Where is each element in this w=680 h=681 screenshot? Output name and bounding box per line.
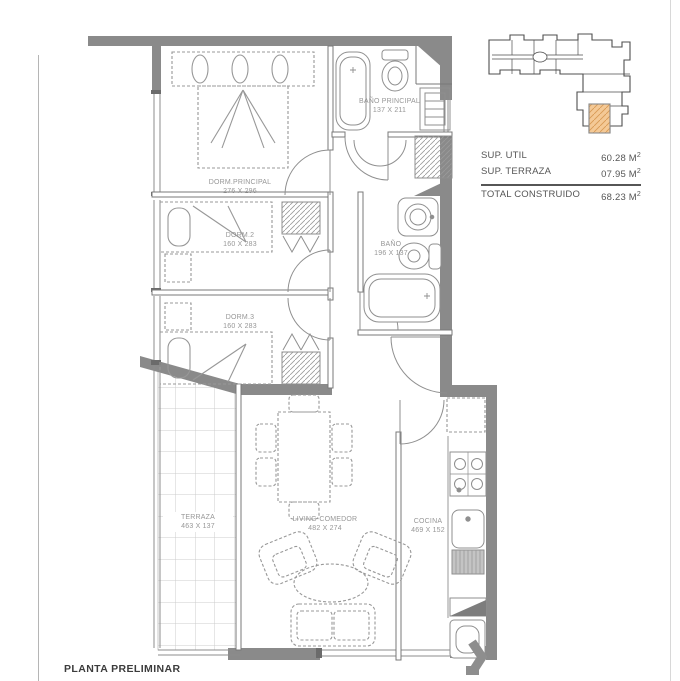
- toilet-principal: [382, 50, 408, 91]
- room-name: DORM.2: [225, 232, 255, 239]
- area-label: TOTAL CONSTRUIDO: [481, 189, 581, 201]
- room-name: DORM.PRINCIPAL: [208, 179, 272, 186]
- keyplan: [489, 34, 630, 133]
- room-label-bano-principal: [337, 97, 442, 115]
- room-name: LIVING-COMEDOR: [292, 516, 358, 523]
- bathtub-bano: [364, 274, 440, 322]
- room-label-dorm2: [190, 231, 290, 249]
- room-dims: 196 X 137: [374, 250, 408, 258]
- armchair-left: [256, 529, 320, 587]
- room-dims: 463 X 137: [181, 523, 215, 531]
- room-label-cocina: [398, 517, 458, 535]
- armchair-right: [350, 529, 414, 587]
- room-name: BAÑO: [380, 241, 402, 248]
- area-row-util: [481, 149, 641, 165]
- room-dims: 469 X 152: [411, 527, 445, 535]
- area-label: SUP. UTIL: [481, 150, 527, 161]
- fridge: [447, 398, 485, 432]
- area-row-terraza: [481, 165, 641, 181]
- room-label-terraza: [163, 512, 233, 532]
- room-dims: 160 X 283: [223, 323, 257, 331]
- coffee-table: [294, 564, 368, 602]
- room-dims: 276 X 296: [223, 188, 257, 196]
- kitchen-cabinet: [450, 598, 486, 616]
- sofa: [291, 604, 375, 646]
- area-label: SUP. TERRAZA: [481, 166, 552, 178]
- wardrobe-dorm3: [282, 334, 320, 384]
- bathtub-principal: [336, 52, 370, 130]
- room-label-dorm3: [190, 313, 290, 331]
- keyplan-unit-highlight: [589, 104, 610, 133]
- hall-closet: [415, 136, 452, 178]
- sink-bano: [398, 198, 438, 236]
- room-name: TERRAZA: [180, 514, 216, 521]
- room-name: BAÑO PRINCIPAL: [358, 98, 421, 105]
- area-value: 07.95 $M^2$: [601, 168, 641, 181]
- room-name: DORM.3: [225, 314, 255, 321]
- room-label-dorm-principal: [175, 178, 305, 196]
- room-dims: 160 X 283: [223, 241, 257, 249]
- room-label-living: [255, 515, 395, 533]
- area-value: 68.23 $M^2$: [601, 191, 641, 204]
- room-label-bano: [360, 240, 422, 258]
- area-summary-table: [481, 149, 641, 204]
- plan-title: PLANTA PRELIMINAR: [64, 663, 181, 675]
- room-dims: 137 X 211: [372, 107, 407, 115]
- terraza-tile-grid: [158, 362, 236, 650]
- stove: [450, 452, 486, 496]
- room-name: COCINA: [413, 518, 443, 525]
- room-dims: 482 X 274: [308, 525, 342, 533]
- area-value: 60.28 $M^2$: [601, 152, 641, 165]
- bed-principal: [172, 52, 314, 168]
- dining-set: [256, 395, 352, 519]
- area-row-total: [481, 184, 641, 204]
